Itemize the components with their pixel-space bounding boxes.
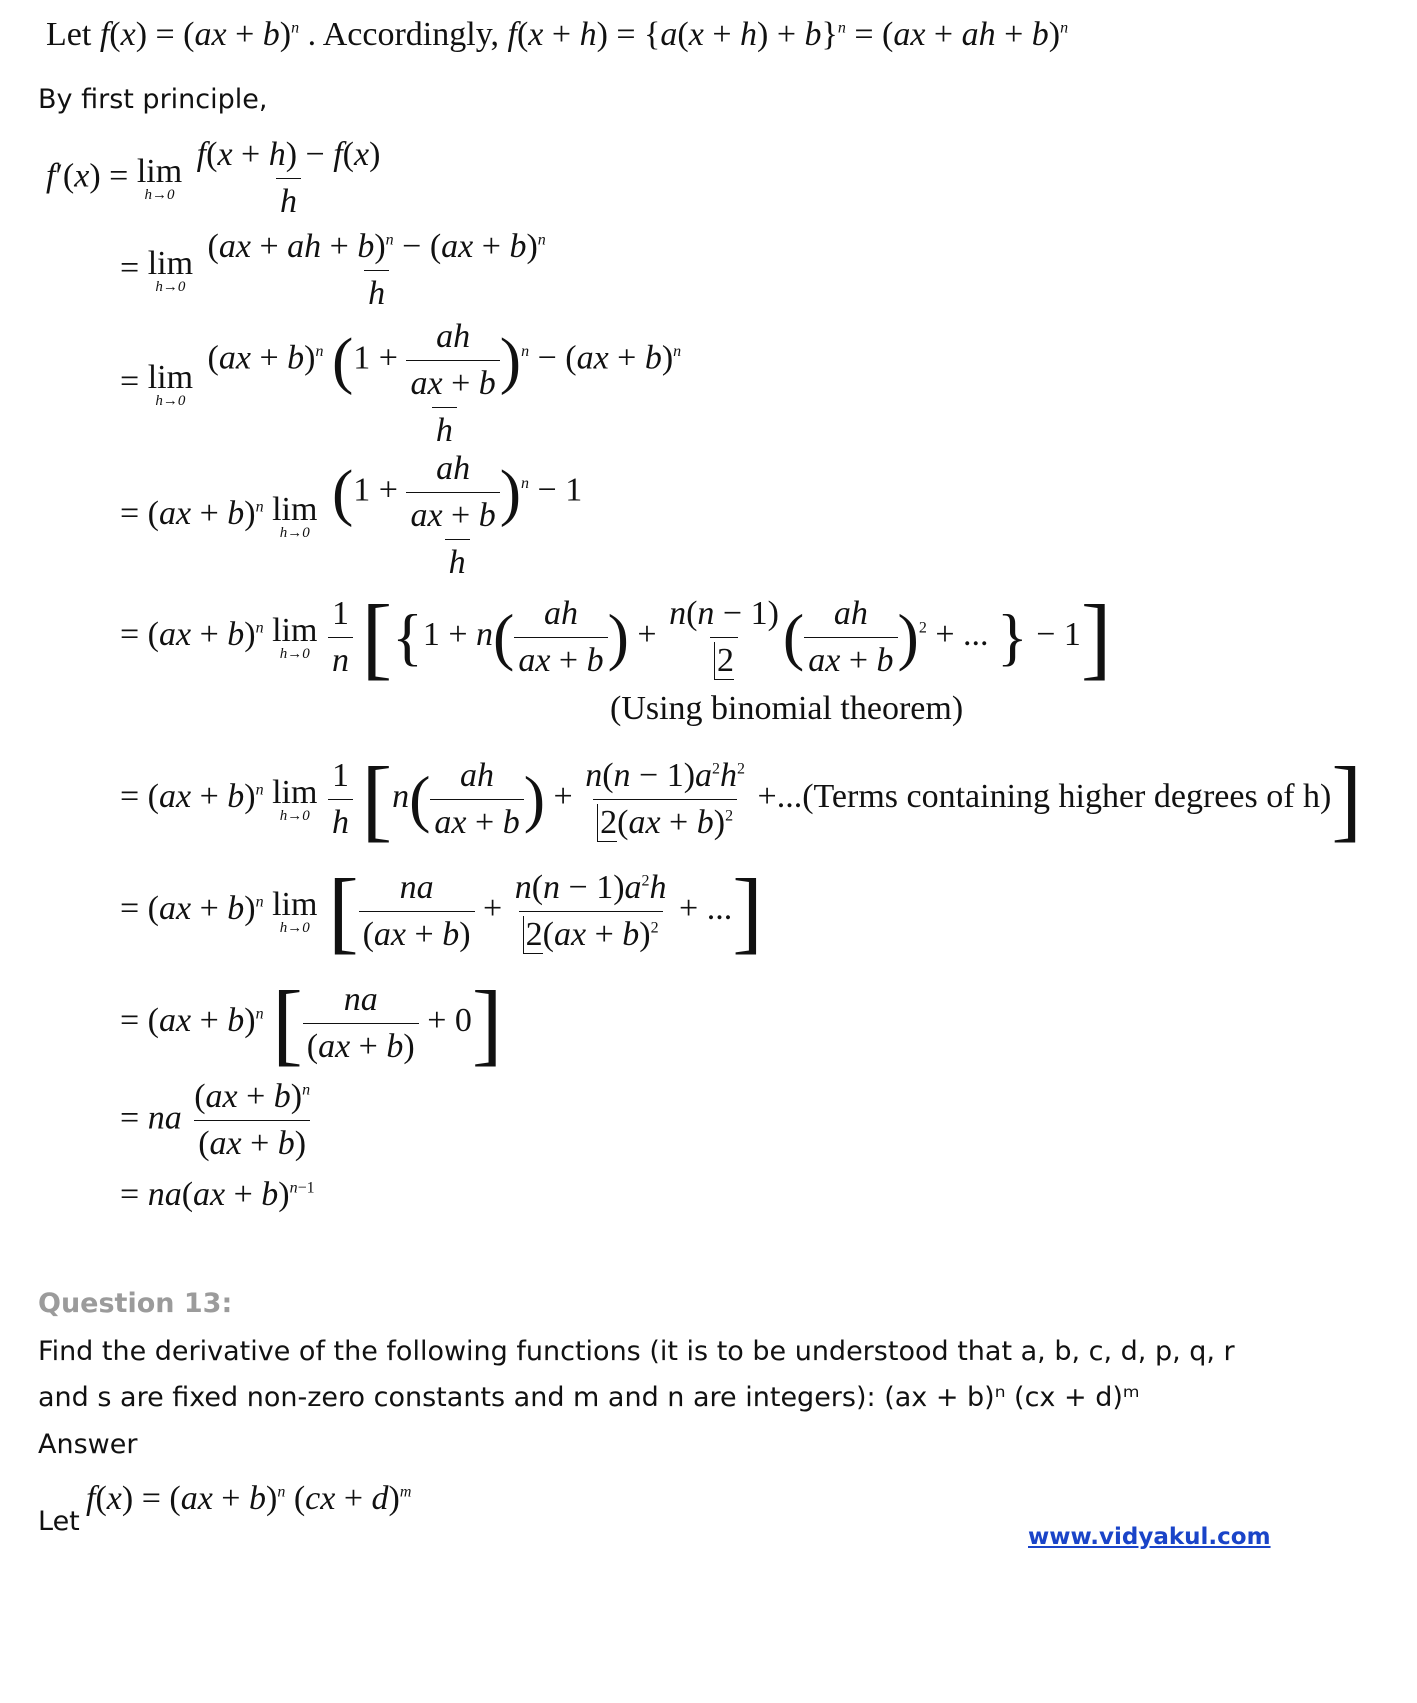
step-4: = (ax + b)$^n$ lim h→0 (1 + $\frac{ah}{ax + b}$ )$^n$ − 1 h bbox=[120, 450, 583, 581]
higher-terms-text: +...(Terms containing higher degrees of h) bbox=[757, 777, 1332, 815]
question-text-line2: and s are fixed non-zero constants and m and n are integers): (ax + b)ⁿ (cx + d)ᵐ bbox=[38, 1382, 1140, 1413]
answer-function: f(x) = (ax + b)$^n$ (cx + d)$^m$ bbox=[86, 1480, 412, 1517]
step-5: = (ax + b)$^n$ lim h→0 $\frac{1}{n}$ [{1 + n( $\frac{ah}{ax + b}$ ) + $\frac{n(n - 1)}{2}$ ( $\frac{ah}{ax + b}$ )$^2$ + ... } − 1] bbox=[120, 586, 1112, 688]
first-principle-text: By first principle, bbox=[38, 84, 268, 115]
step-9: = na $\frac{(ax + b)^n}{(ax + b)}$ bbox=[120, 1078, 311, 1162]
let-word: Let bbox=[46, 16, 92, 53]
step-2: = lim h→0 $\frac{(ax + ah + b)^n - (ax + b)^n}{h}$ bbox=[120, 228, 546, 312]
step-7: = (ax + b)$^n$ lim h→0 [ $\frac{na}{(ax + b)}$ + $\frac{n(n - 1)a^2h}{2(ax + b)^2}$ + ...] bbox=[120, 860, 763, 962]
website-link[interactable]: www.vidyakul.com bbox=[1028, 1524, 1271, 1550]
intro-line: Let f(x) = (ax + b)$^n$ . Accordingly, $f(x + h) = \{a(x + h) + b\}^n = (ax$ + ah + b)$^n$ bbox=[46, 16, 1069, 53]
step-6: = (ax + b)$^n$ lim h→0 $\frac{1}{h}$ [n( $\frac{ah}{ax + b}$ ) + $\frac{n(n - 1)a^2h^2}{2(ax + b)^2}$ +...(Terms containing higher degrees of h)] bbox=[120, 748, 1362, 850]
step-definition: f′(x) = lim h→0 $\frac{f(x + h) - f(x)}{h}$ bbox=[46, 136, 381, 220]
accordingly-word: . Accordingly, bbox=[307, 16, 499, 53]
binomial-note: (Using binomial theorem) bbox=[610, 690, 964, 727]
question-text-line1: Find the derivative of the following functions (it is to be understood that a, b, c, d, p, q, r bbox=[38, 1336, 1235, 1367]
step-8: = (ax + b)$^n$ [ $\frac{na}{(ax + b)}$ + 0] bbox=[120, 972, 503, 1074]
step-3: = lim h→0 (ax + b)$^n$ (1 + $\frac{ah}{ax + b}$ )$^n$ − (ax + b)$^n$ h bbox=[120, 318, 682, 449]
let-label: Let bbox=[38, 1506, 80, 1537]
answer-label: Answer bbox=[38, 1429, 138, 1460]
step-10: = na(ax + b)$^{n-1}$ bbox=[120, 1176, 315, 1213]
question-title: Question 13: bbox=[38, 1288, 233, 1319]
